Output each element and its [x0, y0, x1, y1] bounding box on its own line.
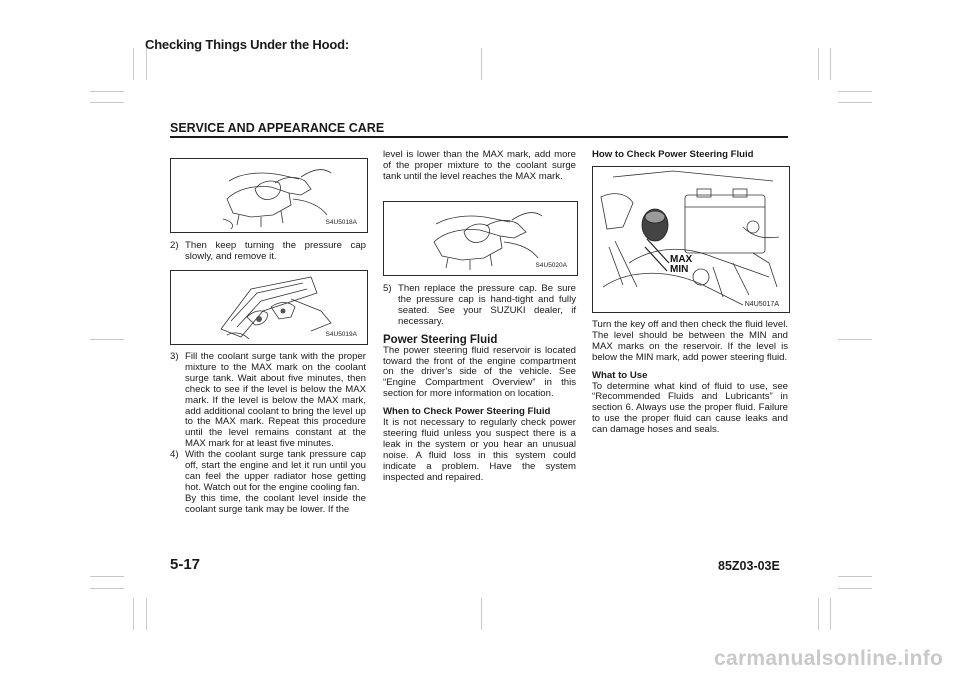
figure-replace-cap: [383, 201, 578, 276]
heading-what-to-use: What to Use: [592, 369, 648, 381]
crop-mark: [481, 598, 482, 630]
crop-mark: [90, 102, 124, 103]
step-text-continued: By this time, the coolant level inside the coolant surge tank may be lower. If the: [185, 492, 366, 515]
heading-when-to-check: When to Check Power Steering Fluid: [383, 406, 551, 418]
step-text: With the coolant surge tank pressure cap off, start the engine and let it run until you can feel the upper radiator hose getting hot. Watch out for the engine cooling fan.: [185, 449, 366, 493]
min-label: MIN: [670, 264, 689, 275]
crop-mark: [90, 91, 124, 92]
header-rule: [170, 136, 788, 138]
crop-mark: [481, 48, 482, 80]
crop-mark: [90, 339, 124, 340]
crop-mark: [818, 48, 819, 80]
step-number: 3): [170, 351, 179, 362]
figure-code: N4U5017A: [744, 301, 779, 308]
crop-mark: [818, 598, 819, 630]
figure-coolant-surge-tank: [170, 270, 368, 345]
crop-mark: [838, 102, 872, 103]
figure-power-steering-reservoir: [592, 166, 790, 313]
power-steering-intro: The power steering fluid reservoir is located toward the front of the engine compartment on the driver’s side of the vehicle. See “Engine Compartment Overview” in this section for more information on location.: [383, 344, 576, 400]
step-5: [383, 284, 576, 328]
step-text: Then replace the pressure cap. Be sure the pressure cap is hand-tight and fully seated. See your SUZUKI dealer, if necessary.: [398, 283, 576, 327]
crop-mark: [830, 48, 831, 80]
heading-how-to-check: How to Check Power Steering Fluid: [592, 149, 754, 160]
crop-mark: [133, 598, 134, 630]
crop-mark: [90, 588, 124, 589]
step-3: [170, 352, 366, 450]
crop-mark: [838, 339, 872, 340]
crop-mark: [146, 598, 147, 630]
page-number: 5-17: [170, 556, 201, 573]
crop-mark: [146, 48, 147, 80]
step-4: [170, 450, 366, 515]
step-number: 5): [383, 283, 392, 294]
step-text: Then keep turning the pressure cap slowly, and remove it.: [185, 240, 366, 262]
what-to-use-text: To determine what kind of fluid to use, see “Recommended Fluids and Lubricants” in section 6. Always use the proper fluid. Failure to use the proper fluid can cause leaks and can damage hoses and seals.: [592, 380, 788, 436]
crop-mark: [133, 48, 134, 80]
step-number: 2): [170, 240, 179, 251]
chapter-title: SERVICE AND APPEARANCE CARE: [170, 121, 385, 135]
crop-mark: [838, 91, 872, 92]
step-4-continued: level is lower than the MAX mark, add more of the proper mixture to the coolant surge tank until the level reaches the MAX mark.: [383, 149, 576, 182]
text-column-left: [170, 241, 366, 263]
reservoir-illustration: [593, 167, 789, 312]
text-column-right-2: [592, 320, 788, 436]
figure-code: S4U5019A: [325, 331, 357, 338]
step-number: 4): [170, 449, 179, 461]
crop-mark: [838, 588, 872, 589]
step-text: Fill the coolant surge tank with the proper mixture to the MAX mark on the coolant surge tank. Wait about five minutes, then check to see if the level is below the MAX mark. If the level is below the MAX mark, add additional coolant to bring the level up to the MAX mark. Repeat this procedure until the level remains constant at the MAX mark for at least five minutes.: [185, 351, 366, 450]
text-column-left-2: [170, 352, 366, 516]
text-column-middle-2: [383, 284, 576, 484]
crop-mark: [830, 598, 831, 630]
section-title: Checking Things Under the Hood:: [145, 37, 349, 52]
crop-mark: [838, 576, 872, 577]
text-column-middle: [383, 150, 576, 183]
crop-mark: [90, 576, 124, 577]
how-to-check-text: Turn the key off and then check the fluid level. The level should be between the MIN and MAX marks on the reservoir. If the level is below the MIN mark, add power steering fluid.: [592, 319, 788, 363]
document-code: 85Z03-03E: [718, 559, 780, 573]
figure-code: S4U5018A: [325, 219, 357, 226]
heading-power-steering-fluid: Power Steering Fluid: [383, 333, 498, 346]
text-column-right: [592, 150, 788, 161]
when-to-check-text: It is not necessary to regularly check power steering fluid unless you suspect there is a leak in the system or you hear an unusual noise. A fluid loss in this system could indicate a problem. Have the system inspected and repaired.: [383, 417, 576, 483]
watermark: carmanualsonline.info: [714, 647, 944, 670]
figure-pressure-cap: [170, 158, 368, 233]
figure-code: S4U5020A: [535, 262, 567, 269]
step-2: [170, 241, 366, 263]
max-label: MAX: [670, 254, 693, 265]
